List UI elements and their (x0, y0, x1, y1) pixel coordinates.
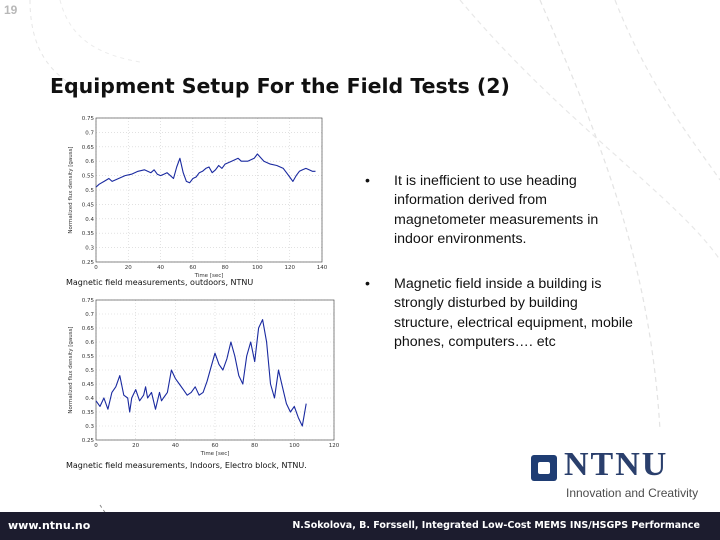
y-tick-label: 0.3 (85, 424, 94, 430)
x-tick-label: 60 (189, 265, 197, 271)
y-tick-label: 0.35 (81, 410, 94, 416)
y-tick-label: 0.65 (81, 144, 94, 151)
y-tick-label: 0.6 (85, 340, 94, 346)
y-tick-label: 0.75 (81, 116, 94, 122)
bullet-list (362, 172, 637, 378)
y-tick-label: 0.5 (85, 368, 94, 374)
y-tick-label: 0.3 (85, 245, 94, 252)
y-axis-label: Normalized flux density [gauss] (68, 146, 74, 234)
y-tick-label: 0.25 (81, 260, 94, 266)
logo-square-icon (531, 455, 557, 481)
series-line (96, 320, 306, 426)
y-tick-label: 0.4 (85, 396, 94, 402)
y-tick-label: 0.35 (81, 231, 94, 238)
series-line (96, 154, 316, 187)
x-axis-label: Time [sec] (194, 273, 224, 279)
y-tick-label: 0.25 (81, 438, 94, 444)
x-tick-label: 100 (252, 265, 263, 271)
chart-outdoors-caption: Magnetic field measurements, outdoors, NTNU (66, 278, 254, 287)
x-tick-label: 40 (157, 265, 165, 271)
bullet-item (362, 172, 637, 249)
bullet-text: It is inefficient to use heading information derived from magnetometer measurements in indoor environments. (394, 173, 599, 247)
y-tick-label: 0.6 (85, 159, 94, 166)
y-tick-label: 0.7 (85, 312, 94, 318)
x-tick-label: 0 (94, 265, 98, 271)
x-tick-label: 80 (251, 443, 259, 449)
footer-bar (0, 512, 720, 540)
footer-credit: N.Sokolova, B. Forssell, Integrated Low-Cost MEMS INS/HSGPS Performance (292, 520, 700, 531)
x-tick-label: 40 (171, 443, 179, 449)
y-tick-label: 0.55 (81, 173, 94, 180)
y-tick-label: 0.7 (85, 130, 94, 137)
x-tick-label: 20 (124, 265, 132, 271)
x-tick-label: 120 (284, 265, 295, 271)
bullet-marker: • (365, 276, 370, 293)
y-tick-label: 0.75 (81, 298, 94, 304)
x-tick-label: 120 (328, 443, 340, 449)
y-tick-label: 0.4 (85, 216, 94, 223)
ntnu-logo (528, 446, 708, 504)
bullet-text: Magnetic field inside a building is strongly disturbed by building structure, electrical equipment, mobile phones, computers…. etc (394, 276, 633, 351)
bullet-marker: • (365, 173, 370, 189)
page-title: Equipment Setup For the Field Tests (2) (50, 74, 510, 98)
y-tick-label: 0.55 (81, 354, 94, 360)
x-tick-label: 60 (211, 443, 219, 449)
bullet-item (362, 275, 637, 352)
chart-indoors-caption: Magnetic field measurements, Indoors, Electro block, NTNU. (66, 461, 307, 470)
logo-tagline: Innovation and Creativity (566, 486, 699, 500)
footer-url-link[interactable]: www.ntnu.no (8, 519, 91, 532)
y-axis-label: Normalized flux density [gauss] (68, 326, 74, 414)
x-tick-label: 100 (289, 443, 300, 449)
x-tick-label: 140 (316, 265, 328, 271)
x-tick-label: 80 (221, 265, 229, 271)
chart-outdoors (64, 110, 334, 282)
y-tick-label: 0.5 (85, 188, 94, 194)
x-axis-label: Time [sec] (200, 451, 230, 457)
y-tick-label: 0.45 (81, 202, 94, 209)
x-tick-label: 0 (94, 443, 98, 449)
chart-indoors (64, 292, 342, 460)
slide-number: 19 (4, 3, 18, 17)
logo-name: NTNU (564, 446, 669, 483)
x-tick-label: 20 (132, 443, 140, 449)
y-tick-label: 0.45 (81, 382, 94, 388)
y-tick-label: 0.65 (81, 326, 94, 332)
